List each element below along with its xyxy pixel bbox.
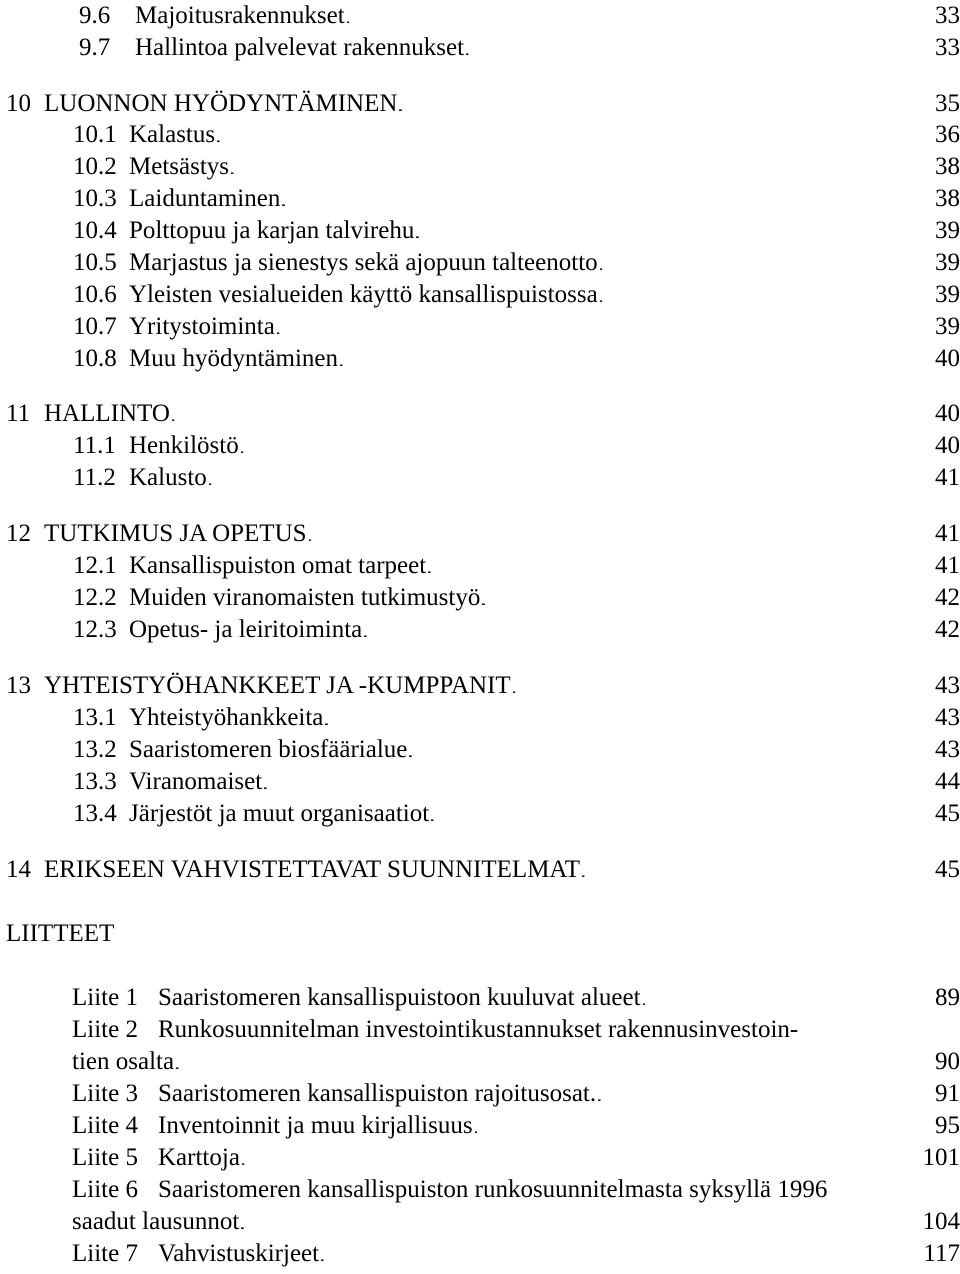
dot-leader: [428, 550, 933, 586]
appendix-page: 91: [935, 1080, 960, 1107]
entry-number: 13.1: [73, 704, 117, 731]
dot-leader: [282, 183, 933, 219]
entry-number: 10.4: [73, 217, 117, 244]
entry-title: Yleisten vesialueiden käyttö kansallispuistossa: [129, 281, 598, 308]
entry-title: ERIKSEEN VAHVISTETTAVAT SUUNNITELMAT: [44, 856, 580, 883]
dot-leader: [340, 343, 933, 379]
toc-entry-13-3[interactable]: [73, 766, 960, 798]
entry-page: 36: [935, 121, 960, 148]
appendix-title-continuation: saadut lausunnot: [72, 1208, 240, 1235]
dot-leader: [172, 398, 933, 434]
toc-entry-10-7[interactable]: [73, 311, 960, 343]
toc-entry-10-1[interactable]: [73, 119, 960, 151]
dot-leader: [176, 1046, 933, 1082]
entry-page: 45: [935, 800, 960, 827]
entry-number: 12.3: [73, 616, 117, 643]
entry-title: Opetus- ja leiritoiminta: [129, 616, 363, 643]
entry-title: Kalastus: [129, 121, 216, 148]
dot-leader: [217, 119, 933, 155]
dot-leader: [364, 614, 933, 650]
appendix-number: Liite 2: [72, 1016, 138, 1043]
appendix-number: Liite 3: [72, 1080, 138, 1107]
entry-number: 10: [6, 90, 31, 117]
entry-page: 43: [935, 704, 960, 731]
entry-title: Kansallispuiston omat tarpeet: [129, 552, 427, 579]
toc-entry-10-2[interactable]: [73, 151, 960, 183]
entry-page: 38: [935, 185, 960, 212]
toc-appendix-7[interactable]: [72, 1238, 960, 1270]
entry-page: 40: [935, 432, 960, 459]
dot-leader: [321, 1238, 921, 1274]
entry-number: 12.2: [73, 584, 117, 611]
entry-number: 9.6: [79, 2, 111, 29]
entry-page: 44: [935, 768, 960, 795]
dot-leader: [475, 1110, 933, 1146]
appendix-page: 89: [935, 984, 960, 1011]
toc-entry-12[interactable]: [6, 518, 960, 550]
appendix-number: Liite 4: [72, 1112, 138, 1139]
dot-leader: [582, 854, 933, 890]
toc-entry-11-2[interactable]: [73, 462, 960, 494]
toc-entry-11[interactable]: [6, 398, 960, 430]
dot-leader: [600, 247, 933, 283]
entry-title: Marjastus ja sienestys sekä ajopuun talteenotto: [129, 249, 598, 276]
entry-number: 10.1: [73, 121, 117, 148]
entry-number: 10.2: [73, 153, 117, 180]
entry-title: YHTEISTYÖHANKKEET JA -KUMPPANIT: [44, 672, 511, 699]
appendix-page: 104: [922, 1208, 960, 1235]
entry-number: 13.2: [73, 736, 117, 763]
dot-leader: [347, 0, 933, 36]
toc-entry-12-3[interactable]: [73, 614, 960, 646]
toc-appendix-2-first-line[interactable]: [72, 1014, 798, 1046]
toc-entry-13-4[interactable]: [73, 798, 960, 830]
appendix-title-continuation: tien osalta: [72, 1048, 175, 1075]
toc-appendix-6-continuation[interactable]: [72, 1206, 960, 1238]
appendix-title: Runkosuunnitelman investointikustannukset rakennusinvestoin-: [158, 1016, 799, 1043]
entry-page: 41: [935, 520, 960, 547]
entry-number: 11.1: [73, 432, 116, 459]
entry-page: 40: [935, 345, 960, 372]
appendix-title: Karttoja: [158, 1144, 240, 1171]
entry-title: Laiduntaminen: [129, 185, 281, 212]
entry-number: 10.5: [73, 249, 117, 276]
entry-title: Saaristomeren biosfäärialue: [129, 736, 408, 763]
toc-entry-13-1[interactable]: [73, 702, 960, 734]
entry-page: 38: [935, 153, 960, 180]
appendix-title: Saaristomeren kansallispuistoon kuuluvat alueet: [158, 984, 641, 1011]
entry-title: Muiden viranomaisten tutkimustyö: [129, 584, 481, 611]
entry-page: 39: [935, 249, 960, 276]
entry-number: 10.6: [73, 281, 117, 308]
entry-page: 39: [935, 281, 960, 308]
appendix-page: 101: [922, 1144, 960, 1171]
appendix-number: Liite 1: [72, 984, 138, 1011]
dot-leader: [431, 798, 933, 834]
entry-page: 39: [935, 313, 960, 340]
toc-entry-10-6[interactable]: [73, 279, 960, 311]
appendix-number: Liite 7: [72, 1240, 138, 1267]
appendix-title: Inventoinnit ja muu kirjallisuus: [158, 1112, 473, 1139]
appendices-heading: LIITTEET: [6, 920, 115, 947]
entry-page: 43: [935, 736, 960, 763]
dot-leader: [209, 462, 933, 498]
dot-leader: [643, 982, 933, 1018]
dot-leader: [416, 215, 933, 251]
entry-title: Polttopuu ja karjan talvirehu: [129, 217, 415, 244]
toc-entry-9-6[interactable]: [79, 0, 960, 32]
dot-leader: [241, 1206, 920, 1242]
toc-entry-13[interactable]: [6, 670, 960, 702]
entry-title: HALLINTO: [44, 400, 170, 427]
entry-title: Yhteistyöhankkeita: [129, 704, 324, 731]
appendix-page: 90: [935, 1048, 960, 1075]
entry-number: 10.3: [73, 185, 117, 212]
entry-number: 10.7: [73, 313, 117, 340]
toc-entry-10-8[interactable]: [73, 343, 960, 375]
toc-entry-12-2[interactable]: [73, 582, 960, 614]
entry-number: 12.1: [73, 552, 117, 579]
entry-title: Henkilöstö: [129, 432, 239, 459]
entry-page: 40: [935, 400, 960, 427]
toc-appendix-5[interactable]: [72, 1142, 960, 1174]
entry-page: 39: [935, 217, 960, 244]
entry-page: 42: [935, 584, 960, 611]
entry-title: Majoitusrakennukset: [135, 2, 345, 29]
entry-number: 11: [6, 400, 31, 427]
dot-leader: [264, 766, 933, 802]
toc-entry-9-7[interactable]: [79, 32, 960, 64]
appendix-title: Saaristomeren kansallispuiston rajoitusosat.: [158, 1080, 597, 1107]
entry-page: 41: [935, 464, 960, 491]
dot-leader: [241, 430, 933, 466]
dot-leader: [231, 151, 933, 187]
entry-number: 13: [6, 672, 31, 699]
entry-number: 9.7: [79, 34, 111, 61]
toc-appendix-3[interactable]: [72, 1078, 960, 1110]
dot-leader: [242, 1142, 921, 1178]
entry-number: 14: [6, 856, 31, 883]
toc-appendix-6-first-line[interactable]: [72, 1174, 827, 1206]
entry-number: 11.2: [73, 464, 116, 491]
entry-title: Yritystoiminta: [129, 313, 275, 340]
toc-entry-14[interactable]: [6, 854, 960, 886]
entry-title: Muu hyödyntäminen: [129, 345, 339, 372]
toc-entry-12-1[interactable]: [73, 550, 960, 582]
dot-leader: [598, 1078, 933, 1114]
toc-entry-11-1[interactable]: [73, 430, 960, 462]
toc-entry-10-5[interactable]: [73, 247, 960, 279]
dot-leader: [277, 311, 933, 347]
entry-page: 42: [935, 616, 960, 643]
toc-appendix-1[interactable]: [72, 982, 960, 1014]
entry-number: 13.4: [73, 800, 117, 827]
dot-leader: [325, 702, 933, 738]
entry-page: 35: [935, 90, 960, 117]
entry-title: Metsästys: [129, 153, 229, 180]
dot-leader: [409, 734, 933, 770]
toc-entry-10-3[interactable]: [73, 183, 960, 215]
entry-title: Kalusto: [129, 464, 207, 491]
toc-entry-10-4[interactable]: [73, 215, 960, 247]
entry-page: 45: [935, 856, 960, 883]
entry-title: Viranomaiset: [129, 768, 263, 795]
toc-appendix-4[interactable]: [72, 1110, 960, 1142]
appendix-title: Vahvistuskirjeet: [158, 1240, 320, 1267]
appendix-page: 95: [935, 1112, 960, 1139]
entry-page: 43: [935, 672, 960, 699]
entry-title: Järjestöt ja muut organisaatiot: [129, 800, 430, 827]
appendix-number: Liite 5: [72, 1144, 138, 1171]
toc-entry-13-2[interactable]: [73, 734, 960, 766]
entry-number: 13.3: [73, 768, 117, 795]
dot-leader: [309, 518, 933, 554]
dot-leader: [600, 279, 933, 315]
dot-leader: [513, 670, 933, 706]
appendix-title: Saaristomeren kansallispuiston runkosuunnitelmasta syksyllä 1996: [158, 1176, 828, 1203]
entry-title: LUONNON HYÖDYNTÄMINEN: [44, 90, 398, 117]
dot-leader: [482, 582, 933, 618]
entry-page: 33: [935, 34, 960, 61]
entry-page: 33: [935, 2, 960, 29]
dot-leader: [466, 32, 933, 68]
appendix-page: 117: [923, 1240, 960, 1267]
toc-appendix-2-continuation[interactable]: [72, 1046, 960, 1078]
entry-title: Hallintoa palvelevat rakennukset: [135, 34, 465, 61]
appendix-number: Liite 6: [72, 1176, 138, 1203]
entry-page: 41: [935, 552, 960, 579]
entry-number: 10.8: [73, 345, 117, 372]
toc-entry-10[interactable]: [6, 88, 960, 120]
entry-number: 12: [6, 520, 31, 547]
entry-title: TUTKIMUS JA OPETUS: [44, 520, 307, 547]
